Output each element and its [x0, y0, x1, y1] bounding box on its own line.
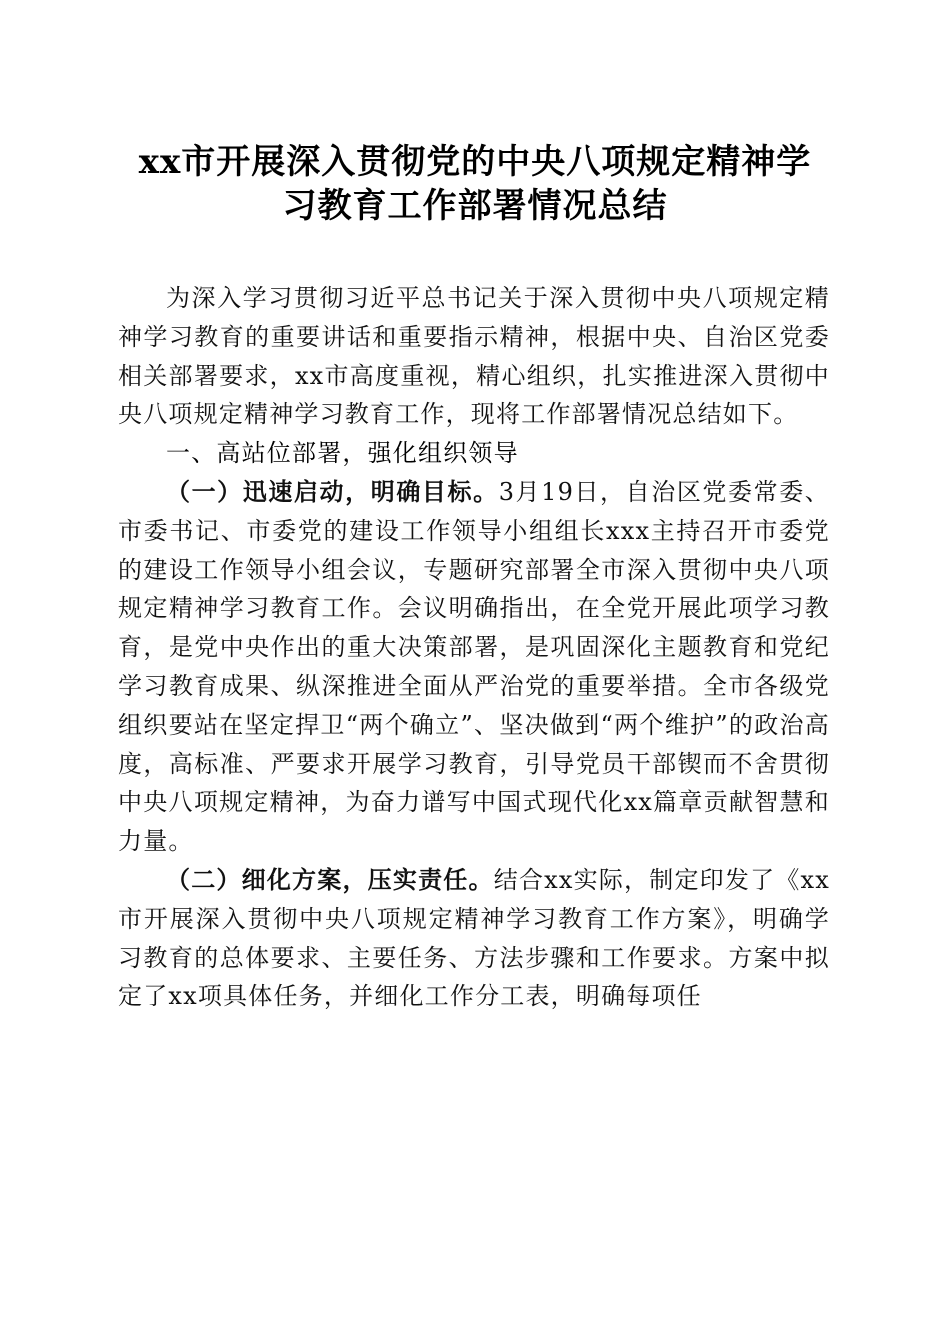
section-heading-1: 一、高站位部署，强化组织领导 — [166, 439, 519, 468]
item-2-body: 结合xx实际，制定印发了《xx市开展深入贯彻中央八项规定精神学习教育工作方案》，明确学习教育的总体要求、主要任务、方法步骤和工作要求。方案中拟定了xx项具体任务，并细化工作分工表，明确每项任 — [118, 865, 830, 1011]
document-body — [118, 279, 830, 1016]
title-line-1: xx市开展深入贯彻党的中央八项规定精神学 — [138, 142, 812, 182]
title-line-2: 习教育工作部署情况总结 — [282, 186, 668, 226]
paragraph-item-1 — [118, 473, 830, 861]
paragraph-item-2 — [118, 861, 830, 1016]
document-title — [100, 140, 850, 228]
item-1-heading: （一）迅速启动，明确目标。 — [166, 476, 499, 506]
item-2-heading: （二）细化方案，压实责任。 — [166, 864, 494, 894]
intro-paragraph: 为深入学习贯彻习近平总书记关于深入贯彻中央八项规定精神学习教育的重要讲话和重要指示精神，根据中央、自治区党委相关部署要求，xx市高度重视，精心组织，扎实推进深入贯彻中央八项规定精神学习教育工作，现将工作部署情况总结如下。 — [118, 284, 830, 429]
item-1-body: 3月19日，自治区党委常委、市委书记、市委党的建设工作领导小组组长xxx主持召开市委党的建设工作领导小组会议，专题研究部署全市深入贯彻中央八项规定精神学习教育工作。会议明确指出，在全党开展此项学习教育，是党中央作出的重大决策部署，是巩固深化主题教育和党纪学习教育成果、纵深推进全面从严治党的重要举措。全市各级党组织要站在坚定捍卫“两个确立”、坚决做到“两个维护”的政治高度，高标准、严要求开展学习教育，引导党员干部锲而不舍贯彻中央八项规定精神，为奋力谱写中国式现代化xx篇章贡献智慧和力量。 — [118, 477, 830, 856]
